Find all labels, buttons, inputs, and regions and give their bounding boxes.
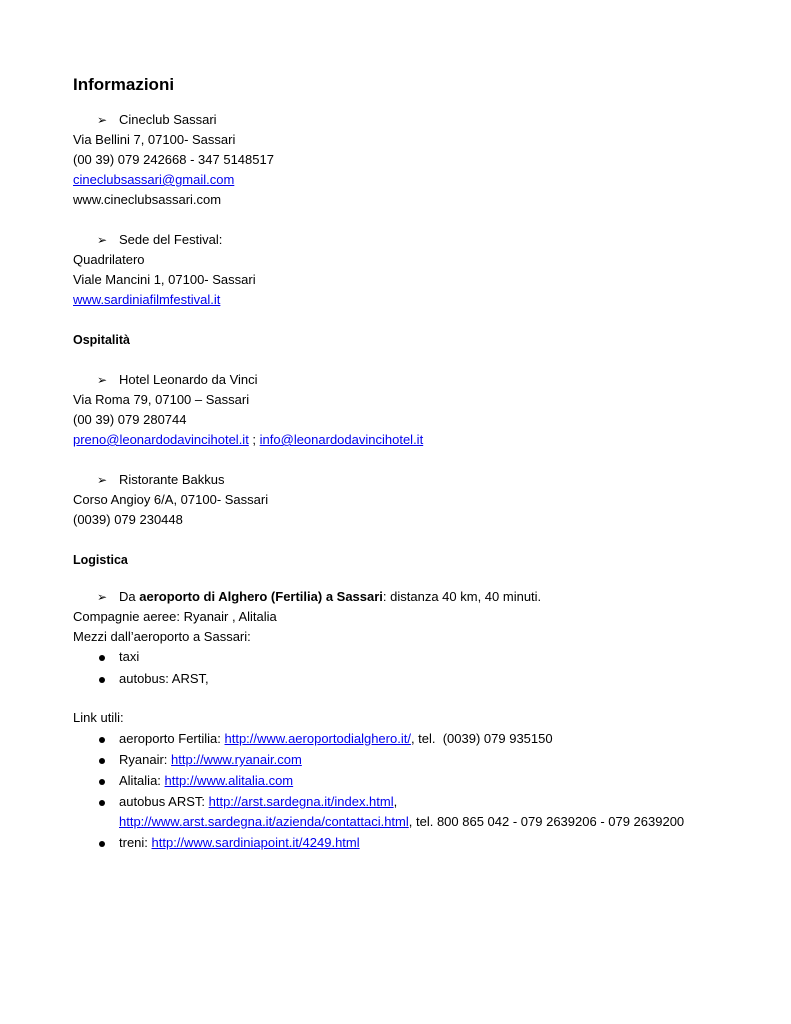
- link-comma: ,: [393, 794, 398, 809]
- treni-link[interactable]: http://www.sardiniapoint.it/4249.html: [151, 835, 360, 850]
- transport-item: autobus: ARST,: [119, 671, 209, 686]
- festival-venue: Quadrilatero: [73, 252, 145, 267]
- link-item-arst: [119, 794, 397, 810]
- cineclub-address: Via Bellini 7, 07100- Sassari: [73, 132, 236, 147]
- arst-link-1[interactable]: http://arst.sardegna.it/index.html: [208, 794, 394, 809]
- link-item-treni: [119, 835, 360, 851]
- email-separator: ;: [248, 432, 260, 447]
- bullet-dot-icon: [99, 737, 105, 743]
- route-bold: aeroporto di Alghero (Fertilia) a Sassari: [139, 589, 383, 604]
- link-prefix: Ryanair:: [119, 752, 172, 767]
- hotel-address: Via Roma 79, 07100 – Sassari: [73, 392, 250, 407]
- hotel-email-link-1[interactable]: preno@leonardodavincihotel.it: [73, 432, 249, 447]
- aeroporto-link[interactable]: http://www.aeroportodialghero.it/: [224, 731, 411, 746]
- section-heading-logistica: Logistica: [73, 553, 128, 567]
- festival-label: Sede del Festival:: [119, 232, 223, 247]
- hotel-name: Hotel Leonardo da Vinci: [119, 372, 258, 387]
- arrow-bullet-icon: ➢: [97, 233, 108, 247]
- arrow-bullet-icon: ➢: [97, 473, 108, 487]
- link-prefix: treni:: [119, 835, 152, 850]
- route-prefix: Da: [119, 589, 140, 604]
- alitalia-link[interactable]: http://www.alitalia.com: [164, 773, 294, 788]
- ristorante-phone: (0039) 079 230448: [73, 512, 183, 527]
- arrow-bullet-icon: ➢: [97, 113, 108, 127]
- arrow-bullet-icon: ➢: [97, 373, 108, 387]
- cineclub-website: www.cineclubsassari.com: [73, 192, 222, 207]
- link-suffix: , tel. 800 865 042 - 079 2639206 - 079 2639200: [408, 814, 685, 829]
- festival-website-link[interactable]: www.sardiniafilmfestival.it: [73, 292, 221, 307]
- ryanair-link[interactable]: http://www.ryanair.com: [171, 752, 302, 767]
- route-info: [119, 589, 541, 605]
- bullet-dot-icon: [99, 758, 105, 764]
- bullet-dot-icon: [99, 655, 105, 661]
- ristorante-name: Ristorante Bakkus: [119, 472, 225, 487]
- link-item-alitalia: [119, 773, 293, 789]
- bullet-dot-icon: [99, 841, 105, 847]
- transport-label: Mezzi dall’aeroporto a Sassari:: [73, 629, 251, 644]
- link-item-ryanair: [119, 752, 302, 768]
- hotel-email-link-2[interactable]: info@leonardodavincihotel.it: [259, 432, 424, 447]
- link-item-aeroporto: [119, 731, 553, 747]
- link-prefix: autobus ARST:: [119, 794, 209, 809]
- cineclub-name: Cineclub Sassari: [119, 112, 217, 127]
- hotel-emails: [73, 432, 423, 448]
- link-prefix: Alitalia:: [119, 773, 165, 788]
- link-suffix: , tel. (0039) 079 935150: [410, 731, 553, 746]
- arst-link-2[interactable]: http://www.arst.sardegna.it/azienda/contattaci.html: [119, 814, 409, 829]
- festival-address: Viale Mancini 1, 07100- Sassari: [73, 272, 256, 287]
- airlines: Compagnie aeree: Ryanair , Alitalia: [73, 609, 277, 624]
- hotel-phone: (00 39) 079 280744: [73, 412, 187, 427]
- section-heading-ospitalita: Ospitalità: [73, 333, 130, 347]
- bullet-dot-icon: [99, 779, 105, 785]
- arrow-bullet-icon: ➢: [97, 590, 108, 604]
- ristorante-address: Corso Angioy 6/A, 07100- Sassari: [73, 492, 269, 507]
- route-suffix: : distanza 40 km, 40 minuti.: [382, 589, 542, 604]
- page-title: Informazioni: [73, 75, 175, 94]
- bullet-dot-icon: [99, 677, 105, 683]
- bullet-dot-icon: [99, 800, 105, 806]
- transport-item: taxi: [119, 649, 140, 664]
- cineclub-phone: (00 39) 079 242668 - 347 5148517: [73, 152, 274, 167]
- links-label: Link utili:: [73, 710, 124, 725]
- cineclub-email-link[interactable]: cineclubsassari@gmail.com: [73, 172, 235, 187]
- link-item-arst-contact: [119, 814, 684, 830]
- link-prefix: aeroporto Fertilia:: [119, 731, 225, 746]
